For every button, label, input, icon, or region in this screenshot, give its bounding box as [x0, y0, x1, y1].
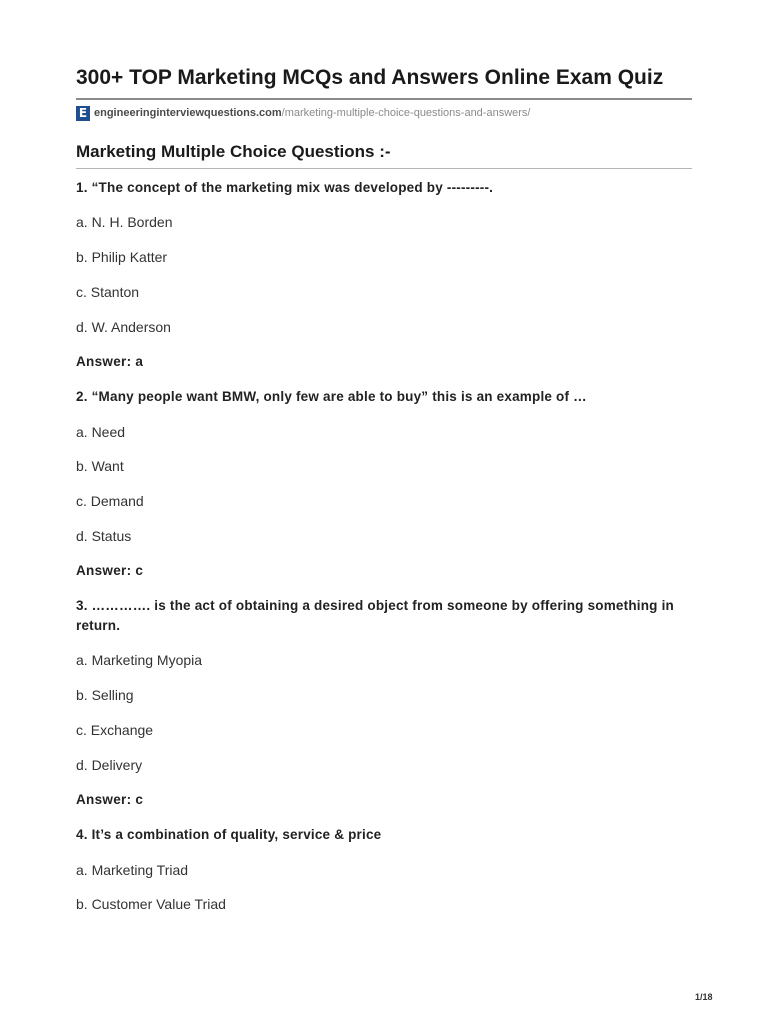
- document-title: 300+ TOP Marketing MCQs and Answers Online Exam Quiz: [76, 66, 664, 89]
- source-path: /marketing-multiple-choice-questions-and-answers/: [281, 107, 531, 119]
- q1-option-d: d. W. Anderson: [76, 319, 171, 335]
- q1-option-c: c. Stanton: [76, 284, 140, 300]
- source-bar: [76, 98, 692, 122]
- q1-option-b: b. Philip Katter: [76, 249, 168, 265]
- q4-option-b: b. Customer Value Triad: [76, 896, 226, 912]
- source-link[interactable]: [94, 107, 530, 119]
- question-1: 1. “The concept of the marketing mix was developed by ---------.: [76, 180, 494, 195]
- site-logo-icon: E: [76, 106, 90, 121]
- q3-option-c: c. Exchange: [76, 722, 154, 738]
- q2-option-c: c. Demand: [76, 493, 144, 509]
- section-heading: Marketing Multiple Choice Questions :-: [76, 141, 692, 169]
- q1-answer: Answer: a: [76, 354, 144, 369]
- q3-option-d: d. Delivery: [76, 757, 143, 773]
- q4-option-a: a. Marketing Triad: [76, 862, 189, 878]
- q2-answer: Answer: c: [76, 563, 144, 578]
- q1-option-a: a. N. H. Borden: [76, 214, 173, 230]
- question-3: 3. …………. is the act of obtaining a desired object from someone by offering something in return.: [76, 598, 674, 633]
- q2-option-b: b. Want: [76, 458, 124, 474]
- q2-option-a: a. Need: [76, 424, 126, 440]
- q2-option-d: d. Status: [76, 528, 132, 544]
- page-number: 1/18: [695, 992, 713, 1002]
- question-2: 2. “Many people want BMW, only few are able to buy” this is an example of …: [76, 389, 587, 404]
- q3-answer: Answer: c: [76, 792, 144, 807]
- q3-option-a: a. Marketing Myopia: [76, 652, 203, 668]
- document-page: [76, 64, 692, 914]
- question-4: 4. It’s a combination of quality, service & price: [76, 827, 382, 842]
- q3-option-b: b. Selling: [76, 687, 134, 703]
- source-domain: engineeringinterviewquestions.com: [94, 107, 282, 119]
